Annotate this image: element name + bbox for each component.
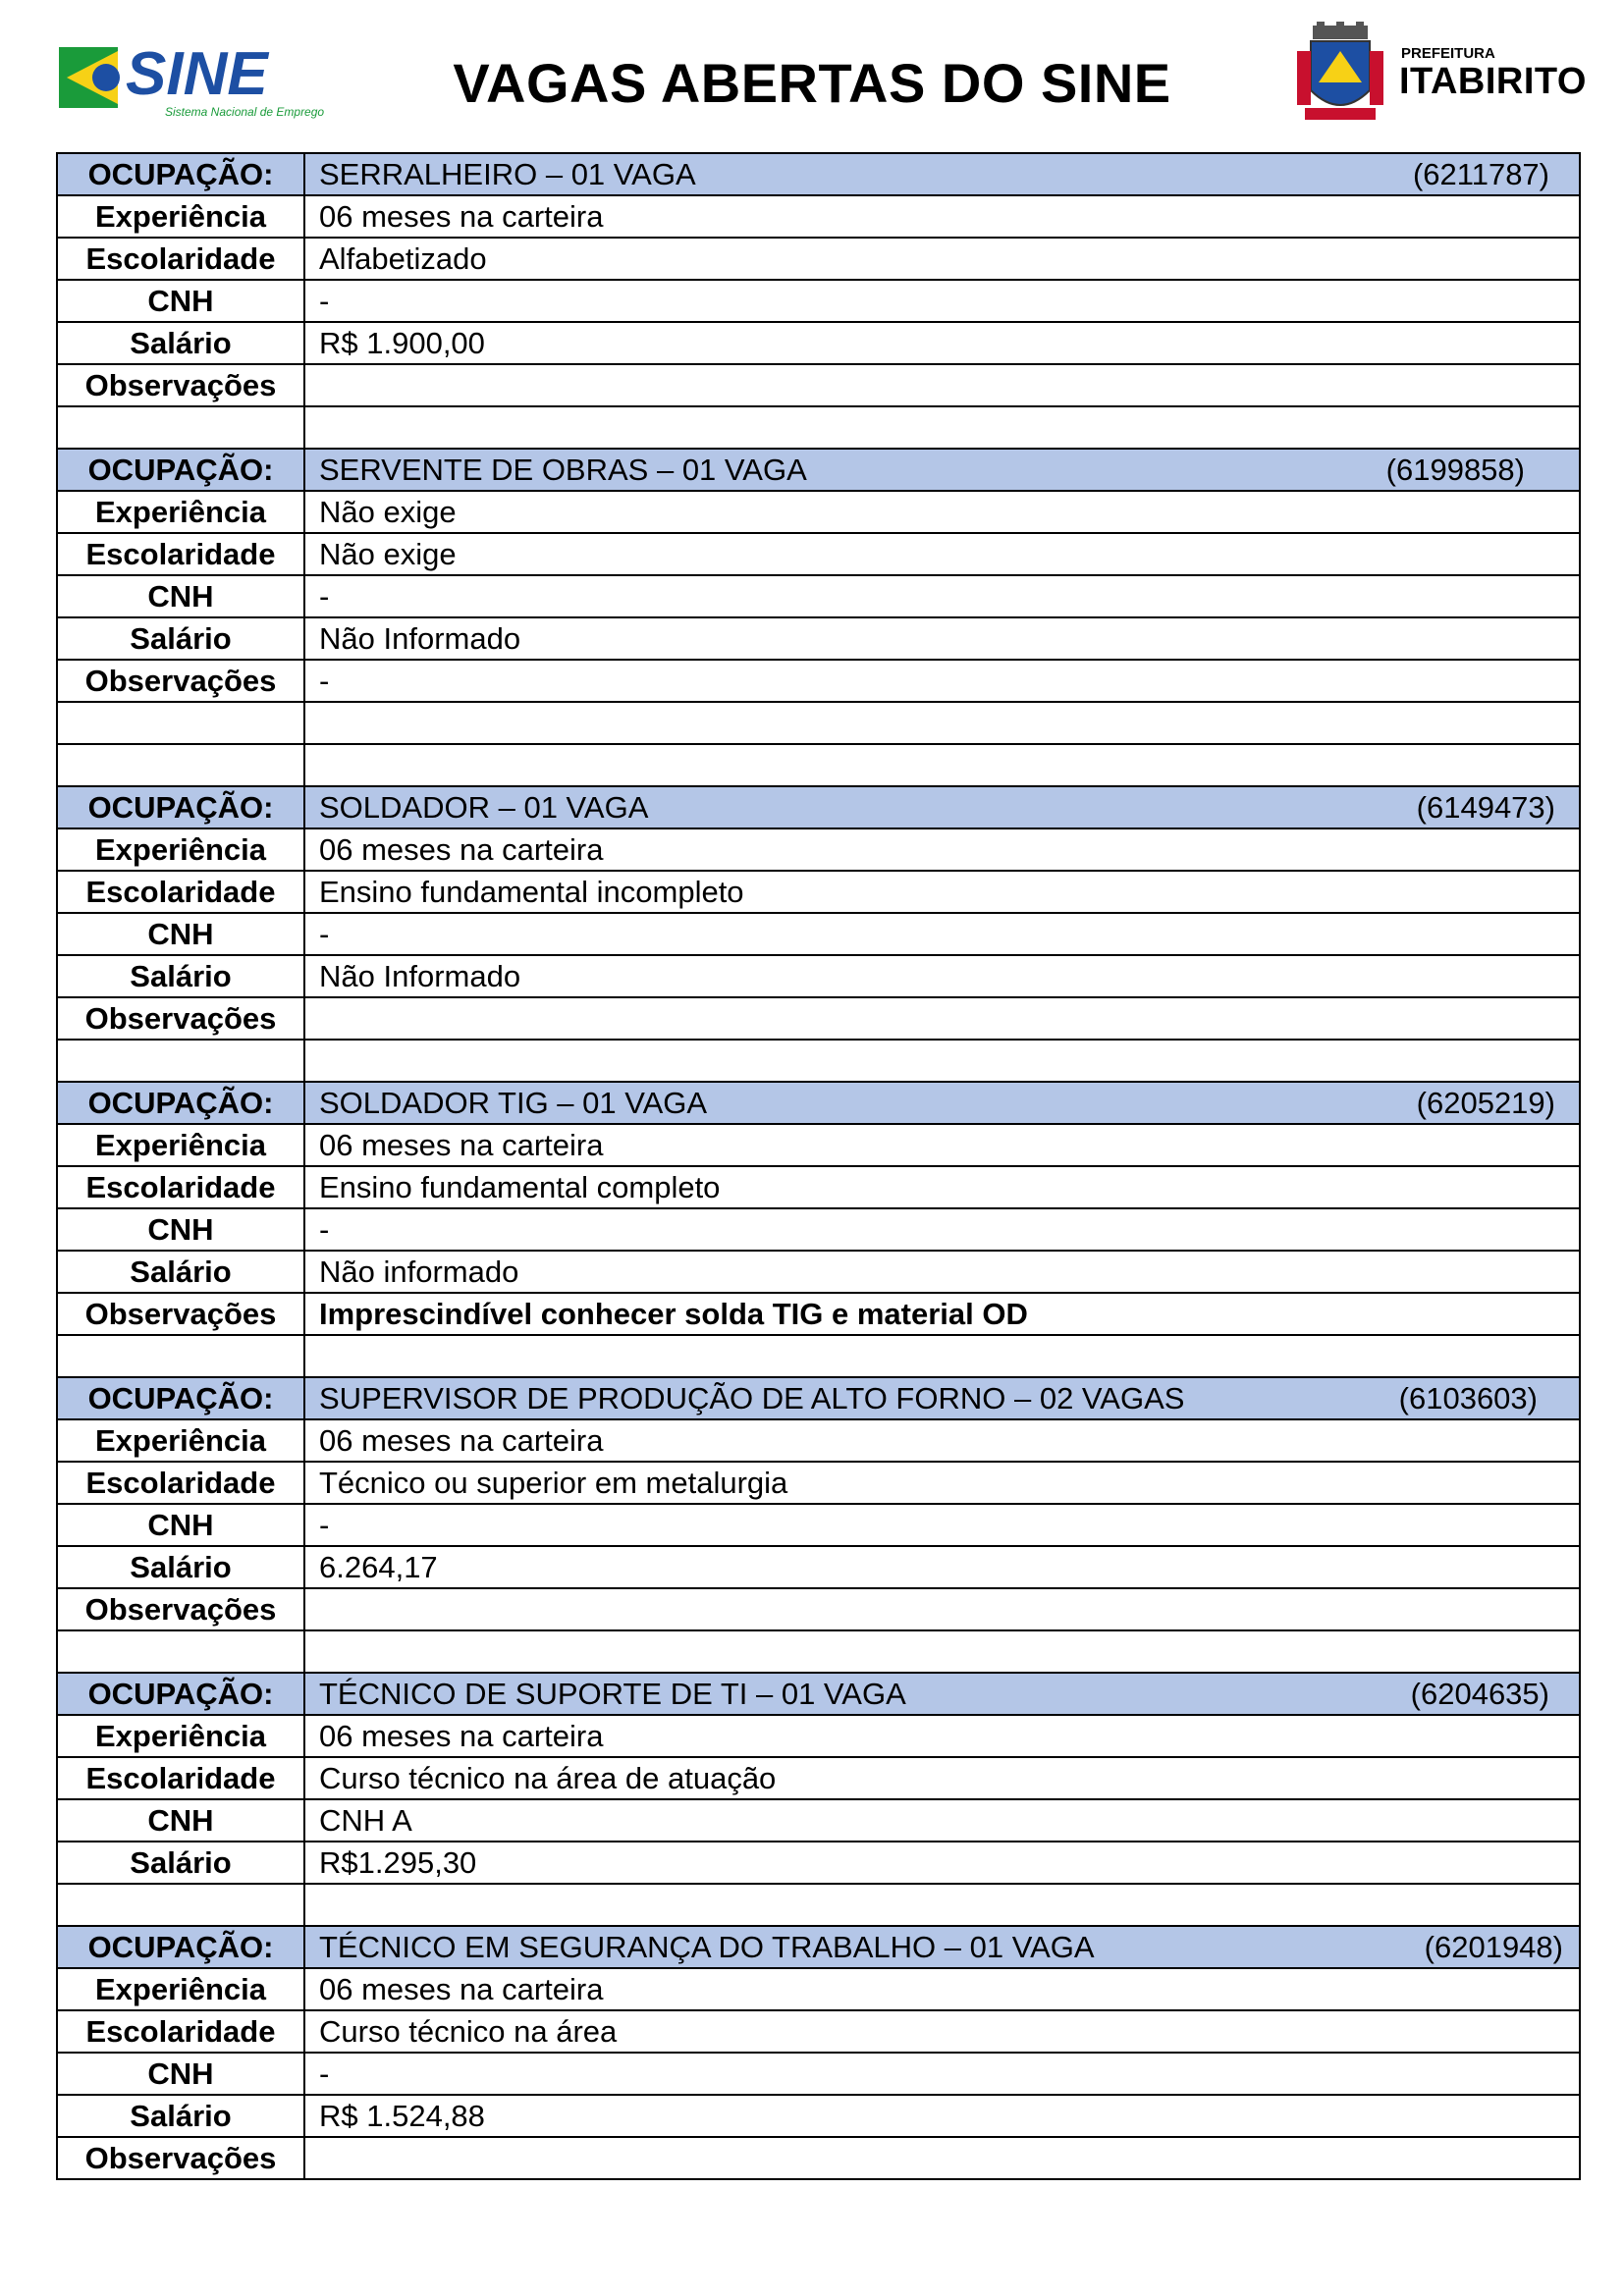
- cnh-label: CNH: [57, 913, 304, 955]
- notes-label: Observações: [57, 2137, 304, 2179]
- table-row: [57, 1166, 1580, 1208]
- table-row: [57, 1462, 1580, 1504]
- experience-value: 06 meses na carteira: [304, 195, 1580, 238]
- occupation-label: OCUPAÇÃO:: [57, 1082, 304, 1124]
- spacer-row: [57, 702, 1580, 744]
- table-row: [57, 871, 1580, 913]
- spacer-row: [57, 406, 1580, 449]
- table-row: [57, 1715, 1580, 1757]
- cnh-label: CNH: [57, 1208, 304, 1251]
- table-row: [57, 2053, 1580, 2095]
- salary-value: Não Informado: [304, 617, 1580, 660]
- table-row: [57, 1546, 1580, 1588]
- experience-label: Experiência: [57, 1968, 304, 2010]
- salary-label: Salário: [57, 1251, 304, 1293]
- experience-label: Experiência: [57, 828, 304, 871]
- svg-text:Sistema Nacional de Emprego: Sistema Nacional de Emprego: [165, 105, 325, 119]
- education-value: Ensino fundamental incompleto: [304, 871, 1580, 913]
- notes-label: Observações: [57, 1293, 304, 1335]
- job-code: (6201948): [1424, 1930, 1563, 1964]
- education-label: Escolaridade: [57, 533, 304, 575]
- cnh-label: CNH: [57, 1504, 304, 1546]
- occupation-label: OCUPAÇÃO:: [57, 153, 304, 195]
- occupation-label: OCUPAÇÃO:: [57, 786, 304, 828]
- table-row: [57, 2137, 1580, 2179]
- occupation-title: TÉCNICO EM SEGURANÇA DO TRABALHO – 01 VAGA: [319, 1930, 1095, 1964]
- notes-label: Observações: [57, 660, 304, 702]
- cnh-label: CNH: [57, 2053, 304, 2095]
- salary-label: Salário: [57, 617, 304, 660]
- education-value: Não exige: [304, 533, 1580, 575]
- table-row: [57, 1251, 1580, 1293]
- occupation-title: SERRALHEIRO – 01 VAGA: [319, 157, 696, 191]
- education-value: Curso técnico na área de atuação: [304, 1757, 1580, 1799]
- spacer-row: [57, 1630, 1580, 1673]
- education-value: Alfabetizado: [304, 238, 1580, 280]
- education-label: Escolaridade: [57, 871, 304, 913]
- table-row: [57, 575, 1580, 617]
- prefeitura-label: PREFEITURA: [1401, 45, 1495, 62]
- occupation-label: OCUPAÇÃO:: [57, 1673, 304, 1715]
- spacer-row: [57, 1884, 1580, 1926]
- salary-value: 6.264,17: [304, 1546, 1580, 1588]
- table-row: [57, 828, 1580, 871]
- notes-label: Observações: [57, 1588, 304, 1630]
- education-label: Escolaridade: [57, 1166, 304, 1208]
- occupation-cell: [304, 1926, 1580, 1968]
- spacer-row: [57, 1040, 1580, 1082]
- table-row: [57, 533, 1580, 575]
- cnh-label: CNH: [57, 1799, 304, 1842]
- job-code: (6205219): [1416, 1086, 1555, 1120]
- salary-label: Salário: [57, 1546, 304, 1588]
- notes-value: Imprescindível conhecer solda TIG e material OD: [304, 1293, 1580, 1335]
- notes-value: [304, 997, 1580, 1040]
- table-row: [57, 195, 1580, 238]
- experience-label: Experiência: [57, 491, 304, 533]
- experience-value: 06 meses na carteira: [304, 1715, 1580, 1757]
- table-row: [57, 660, 1580, 702]
- cnh-label: CNH: [57, 575, 304, 617]
- table-row: [57, 2010, 1580, 2053]
- table-row: [57, 955, 1580, 997]
- job-code: (6149473): [1416, 790, 1555, 825]
- table-row: [57, 1968, 1580, 2010]
- experience-value: 06 meses na carteira: [304, 828, 1580, 871]
- occupation-title: SOLDADOR TIG – 01 VAGA: [319, 1086, 708, 1120]
- occupation-title: TÉCNICO DE SUPORTE DE TI – 01 VAGA: [319, 1677, 906, 1711]
- table-row: [57, 1504, 1580, 1546]
- education-label: Escolaridade: [57, 238, 304, 280]
- salary-value: R$ 1.524,88: [304, 2095, 1580, 2137]
- job-occupation-row: [57, 153, 1580, 195]
- spacer-row: [57, 744, 1580, 786]
- cnh-value: -: [304, 2053, 1580, 2095]
- experience-value: 06 meses na carteira: [304, 1968, 1580, 2010]
- table-row: [57, 1293, 1580, 1335]
- experience-label: Experiência: [57, 1715, 304, 1757]
- cnh-value: -: [304, 1208, 1580, 1251]
- cnh-value: -: [304, 913, 1580, 955]
- education-label: Escolaridade: [57, 2010, 304, 2053]
- table-row: [57, 1757, 1580, 1799]
- table-row: [57, 617, 1580, 660]
- table-row: [57, 1799, 1580, 1842]
- svg-text:SINE: SINE: [126, 40, 268, 108]
- job-code: (6211787): [1412, 157, 1549, 191]
- spacer-row: [57, 1335, 1580, 1377]
- job-occupation-row: [57, 449, 1580, 491]
- notes-label: Observações: [57, 364, 304, 406]
- table-row: [57, 280, 1580, 322]
- table-row: [57, 491, 1580, 533]
- salary-value: Não Informado: [304, 955, 1580, 997]
- table-row: [57, 913, 1580, 955]
- education-value: Curso técnico na área: [304, 2010, 1580, 2053]
- job-code: (6204635): [1410, 1677, 1549, 1711]
- job-code: (6103603): [1398, 1381, 1538, 1415]
- job-occupation-row: [57, 1673, 1580, 1715]
- experience-value: 06 meses na carteira: [304, 1419, 1580, 1462]
- table-row: [57, 2095, 1580, 2137]
- experience-label: Experiência: [57, 195, 304, 238]
- occupation-label: OCUPAÇÃO:: [57, 1926, 304, 1968]
- cnh-value: -: [304, 1504, 1580, 1546]
- cnh-label: CNH: [57, 280, 304, 322]
- table-row: [57, 322, 1580, 364]
- occupation-title: SOLDADOR – 01 VAGA: [319, 790, 649, 825]
- job-occupation-row: [57, 1377, 1580, 1419]
- occupation-label: OCUPAÇÃO:: [57, 1377, 304, 1419]
- occupation-title: SUPERVISOR DE PRODUÇÃO DE ALTO FORNO – 02 VAGAS: [319, 1381, 1185, 1415]
- table-row: [57, 238, 1580, 280]
- experience-value: 06 meses na carteira: [304, 1124, 1580, 1166]
- salary-label: Salário: [57, 2095, 304, 2137]
- education-value: Ensino fundamental completo: [304, 1166, 1580, 1208]
- education-value: Técnico ou superior em metalurgia: [304, 1462, 1580, 1504]
- occupation-cell: [304, 786, 1580, 828]
- occupation-cell: [304, 449, 1580, 491]
- job-occupation-row: [57, 786, 1580, 828]
- job-listings-table: [56, 152, 1581, 2180]
- city-name: ITABIRITO: [1399, 61, 1587, 102]
- salary-label: Salário: [57, 1842, 304, 1884]
- job-occupation-row: [57, 1926, 1580, 1968]
- occupation-cell: [304, 1377, 1580, 1419]
- occupation-label: OCUPAÇÃO:: [57, 449, 304, 491]
- table-row: [57, 1208, 1580, 1251]
- cnh-value: -: [304, 280, 1580, 322]
- notes-value: [304, 2137, 1580, 2179]
- experience-value: Não exige: [304, 491, 1580, 533]
- experience-label: Experiência: [57, 1419, 304, 1462]
- occupation-cell: [304, 153, 1580, 195]
- notes-value: [304, 364, 1580, 406]
- cnh-value: -: [304, 575, 1580, 617]
- notes-value: [304, 1588, 1580, 1630]
- table-row: [57, 1419, 1580, 1462]
- table-row: [57, 364, 1580, 406]
- salary-value: R$ 1.900,00: [304, 322, 1580, 364]
- salary-value: R$1.295,30: [304, 1842, 1580, 1884]
- salary-value: Não informado: [304, 1251, 1580, 1293]
- coat-of-arms-icon: [1291, 22, 1389, 130]
- occupation-cell: [304, 1673, 1580, 1715]
- table-row: [57, 1842, 1580, 1884]
- table-row: [57, 1124, 1580, 1166]
- job-code: (6199858): [1385, 453, 1525, 487]
- salary-label: Salário: [57, 955, 304, 997]
- cnh-value: CNH A: [304, 1799, 1580, 1842]
- salary-label: Salário: [57, 322, 304, 364]
- experience-label: Experiência: [57, 1124, 304, 1166]
- notes-label: Observações: [57, 997, 304, 1040]
- occupation-title: SERVENTE DE OBRAS – 01 VAGA: [319, 453, 807, 487]
- page-title: VAGAS ABERTAS DO SINE: [453, 52, 1171, 114]
- table-row: [57, 997, 1580, 1040]
- table-row: [57, 1588, 1580, 1630]
- notes-value: -: [304, 660, 1580, 702]
- education-label: Escolaridade: [57, 1462, 304, 1504]
- occupation-cell: [304, 1082, 1580, 1124]
- education-label: Escolaridade: [57, 1757, 304, 1799]
- prefeitura-itabirito-logo: [1291, 22, 1587, 130]
- job-occupation-row: [57, 1082, 1580, 1124]
- page-header: [0, 0, 1624, 147]
